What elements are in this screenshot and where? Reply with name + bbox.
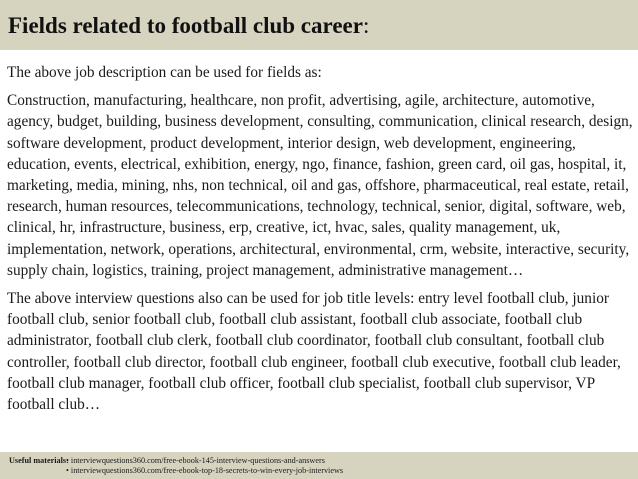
useful-materials-label: Useful materials: bbox=[9, 456, 69, 465]
slide-title bbox=[8, 13, 369, 39]
levels-paragraph: The above interview questions also can be used for job title levels: entry level football club, junior football club, senior football club, football club assistant, football club associate, football club administrator, football club clerk, football club coordinator, football club consultant, football club controller, football club director, football club engineer, football club executive, football club leader, football club manager, football club officer, football club specialist, football club supervisor, VP football club… bbox=[7, 290, 621, 414]
intro-paragraph: The above job description can be used for fields as: bbox=[7, 64, 322, 81]
slide-title-colon: : bbox=[362, 13, 370, 38]
slide-title-text: Fields related to football club career bbox=[8, 13, 363, 38]
slide-body bbox=[7, 62, 633, 422]
footer-bar bbox=[0, 452, 638, 479]
fields-paragraph: Construction, manufacturing, healthcare, non profit, advertising, agile, architecture, automotive, agency, budget, building, business development, consulting, communication, clinical research, design, software development, product development, interior design, web development, engineering, education, events, electrical, exhibition, energy, ngo, finance, fashion, green card, oil gas, hospital, it, marketing, media, mining, nhs, non technical, oil and gas, offshore, pharmaceutical, real estate, retail, research, human resources, telecommunications, technology, technical, senior, digital, software, web, clinical, hr, infrastructure, business, erp, creative, ict, hvac, sales, quality management, uk, implementation, network, operations, architectural, environmental, crm, website, interactive, security, supply chain, logistics, training, project management, administrative management… bbox=[7, 92, 633, 279]
footer-link-ebook-top-18[interactable]: • interviewquestions360.com/free-ebook-top-18-secrets-to-win-every-job-interviews bbox=[66, 466, 344, 475]
title-bar bbox=[0, 0, 638, 50]
footer-link-ebook-145[interactable]: • interviewquestions360.com/free-ebook-145-interview-questions-and-answers bbox=[66, 456, 325, 465]
